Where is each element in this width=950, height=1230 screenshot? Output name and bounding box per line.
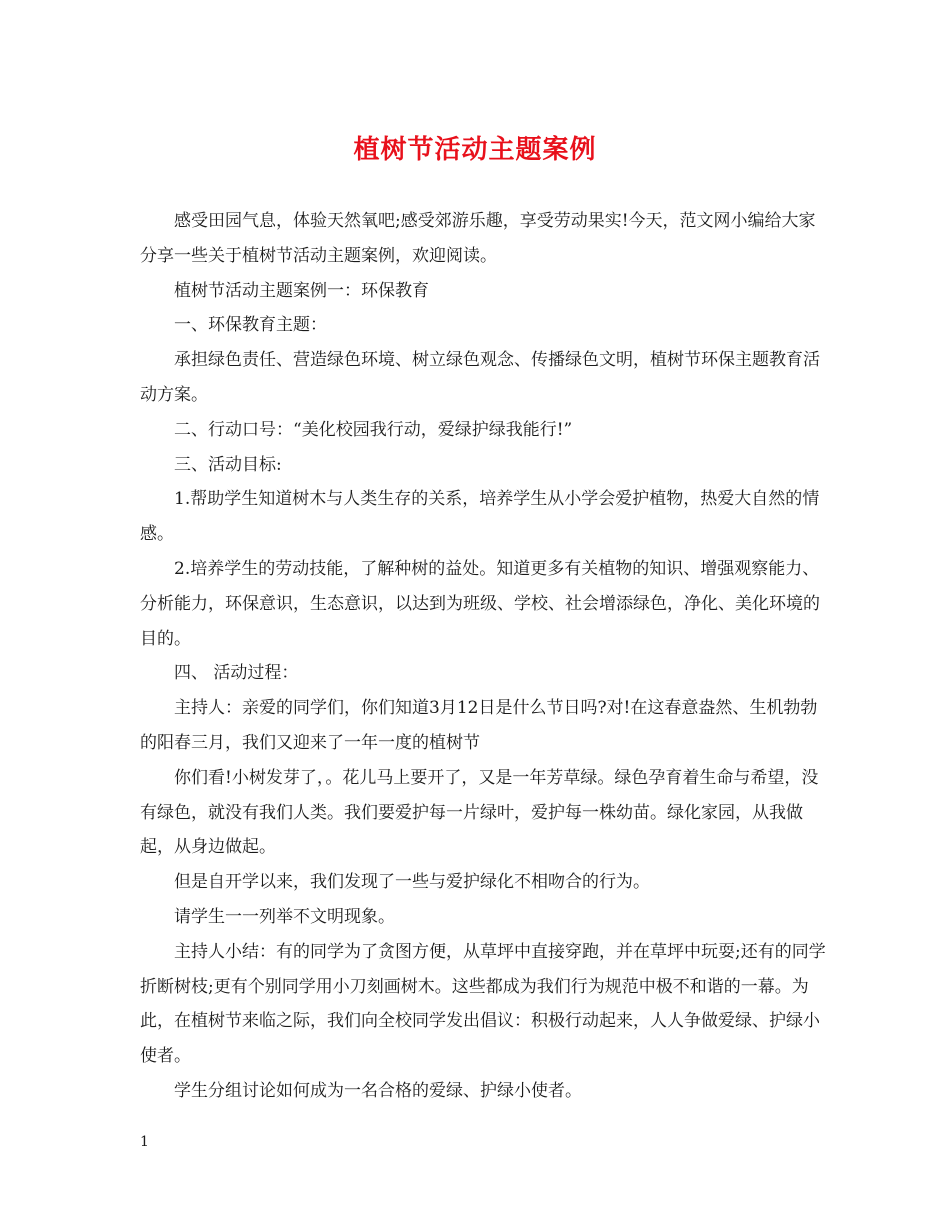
paragraph-goal-two: 2.培养学生的劳动技能，了解种树的益处。知道更多有关植物的知识、增强观察能力、分析能力，环保意识，生态意识，以达到为班级、学校、社会增添绿色，净化、美化环境的目的。	[140, 558, 820, 649]
paragraph-host-summary: 主持人小结：有的同学为了贪图方便，从草坪中直接穿跑，并在草坪中玩耍;还有的同学折断树枝;更有个别同学用小刀刻画树木。这些都成为我们行为规范中极不和谐的一幕。为此，在植树节来临之际，我们向全校同学发出倡议：积极行动起来，人人争做爱绿、护绿小使者。	[140, 941, 826, 1067]
paragraph-list-bad-behavior: 请学生一一列举不文明现象。	[174, 906, 395, 927]
paragraph-section-three-heading: 三、活动目标:	[174, 454, 282, 475]
paragraph-theme: 承担绿色责任、营造绿色环境、树立绿色观念、传播绿色文明，植树节环保主题教育活动方案。	[140, 350, 820, 405]
paragraph-slogan: 二、行动口号：“美化校园我行动，爱绿护绿我能行!”	[174, 419, 573, 440]
paragraph-group-discussion: 学生分组讨论如何成为一名合格的爱绿、护绿小使者。	[174, 1080, 582, 1101]
paragraph-green-life: 你们看!小树发芽了，。花儿马上要开了，又是一年芳草绿。绿色孕育着生命与希望，没有绿色，就没有我们人类。我们要爱护每一片绿叶，爱护每一株幼苗。绿化家园，从我做起，从身边做起。	[140, 767, 819, 858]
document-title: 植树节活动主题案例	[353, 135, 597, 165]
paragraph-case-one-heading: 植树节活动主题案例一：环保教育	[174, 280, 429, 301]
paragraph-goal-one: 1.帮助学生知道树木与人类生存的关系，培养学生从小学会爱护植物，热爱大自然的情感。	[140, 489, 820, 545]
paragraph-intro: 感受田园气息，体验天然氧吧;感受郊游乐趣，享受劳动果实!今天，范文网小编给大家分享一些关于植树节活动主题案例，欢迎阅读。	[140, 211, 816, 266]
paragraph-observed-behavior: 但是自开学以来，我们发现了一些与爱护绿化不相吻合的行为。	[174, 872, 650, 893]
paragraph-section-four-heading: 四、 活动过程：	[174, 663, 299, 684]
document-body	[140, 204, 830, 1109]
paragraph-section-one-heading: 一、环保教育主题：	[174, 315, 327, 336]
page-number: 1	[140, 1134, 149, 1150]
paragraph-host-opening: 主持人：亲爱的同学们，你们知道3月12日是什么节日吗?对!在这春意盎然、生机勃勃的阳春三月，我们又迎来了一年一度的植树节	[140, 698, 818, 753]
